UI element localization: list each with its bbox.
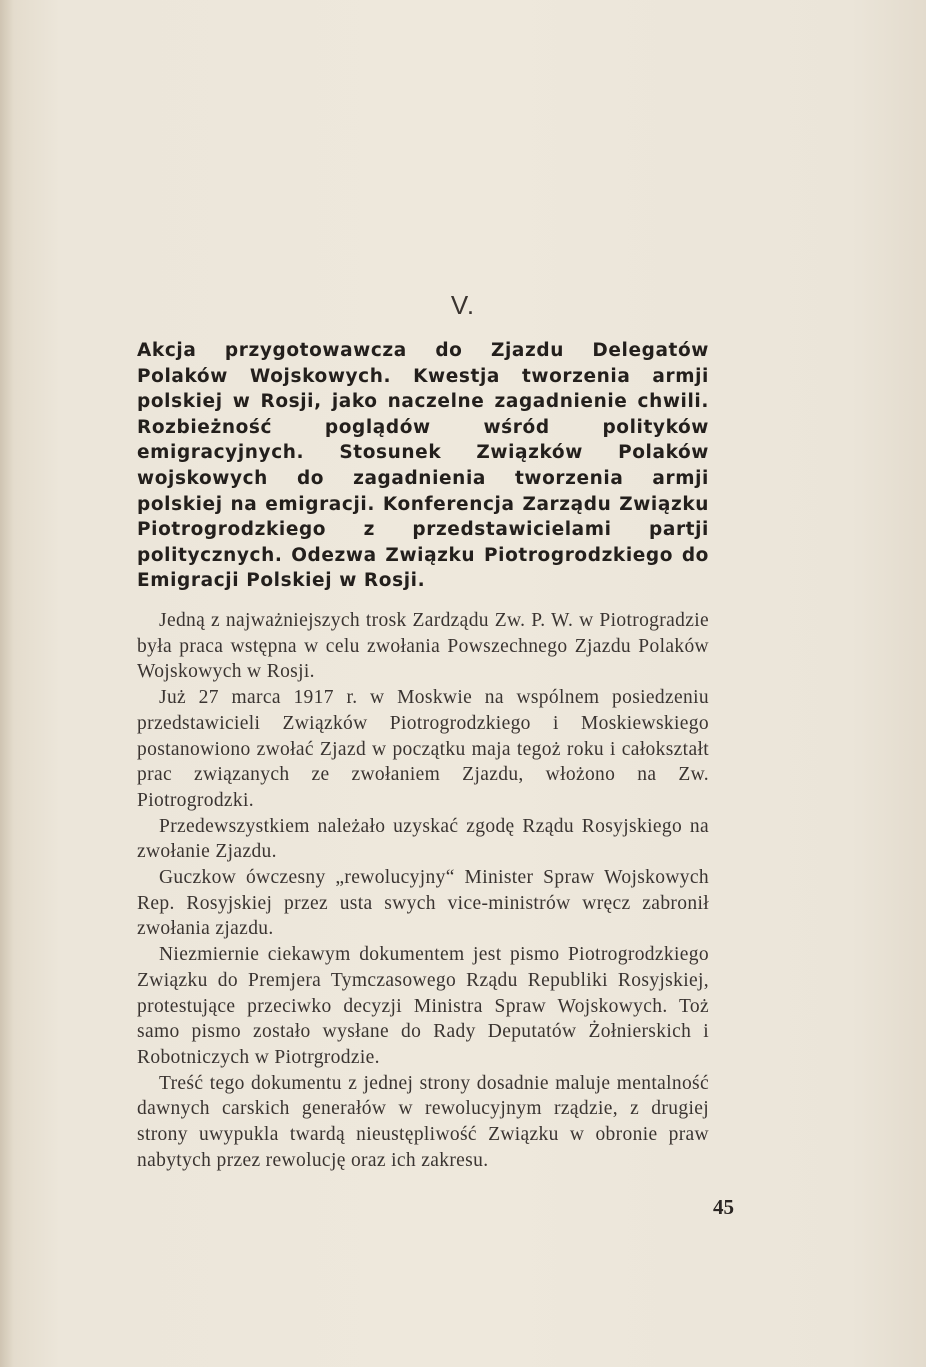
paragraph: Niezmiernie ciekawym dokumentem jest pismo Piotrogrodzkiego Związku do Premjera Tymczasowego Rządu Republiki Rosyjskiej, protestujące przeciwko decyzji Ministra Spraw Wojskowych. Toż samo pismo zostało wysłane do Rady Deputatów Żołnierskich i Robotniczych w Piotrgrodzie.	[137, 944, 709, 1068]
page-number: 45	[713, 1195, 734, 1219]
paragraph: Treść tego dokumentu z jednej strony dosadnie maluje mentalność dawnych carskich generałów w rewolucyjnym rządzie, z drugiej strony uwypukla twardą nieustępliwość Związku w obronie praw nabytych przez rewolucję oraz ich zakresu.	[137, 1072, 709, 1171]
chapter-numeral: V.	[450, 290, 476, 320]
paragraph: Jedną z najważniejszych trosk Zardządu Zw. P. W. w Piotrogradzie była praca wstępna w celu zwołania Powszechnego Zjazdu Polaków Wojskowych w Rosji.	[137, 610, 709, 683]
paragraph: Przedewszystkiem należało uzyskać zgodę Rządu Rosyjskiego na zwołanie Zjazdu.	[137, 815, 709, 863]
paragraph: Już 27 marca 1917 r. w Moskwie na wspólnem posiedzeniu przedstawicieli Związków Piotrogrodzkiego i Moskiewskiego postanowiono zwołać Zjazd w początku maja tegoż roku i całokształt prac związanych ze zwołaniem Zjazdu, włożono na Zw. Piotrogrodzki.	[137, 687, 709, 811]
body-text	[137, 608, 709, 1173]
paragraph: Guczkow ówczesny „rewolucyjny“ Minister Spraw Wojskowych Rep. Rosyjskiej przez usta swych vice-ministrów wręcz zabronił zwołania zjazdu.	[137, 867, 709, 940]
chapter-summary: Akcja przygotowawcza do Zjazdu Delegatów Polaków Wojskowych. Kwestja tworzenia armji polskiej w Rosji, jako naczelne zagadnienie chwili. Rozbieżność poglądów wśród polityków emigracyjnych. Stosunek Związków Polaków wojskowych do zagadnienia tworzenia armji polskiej na emigracji. Konferencja Zarządu Związku Piotrogrodzkiego z przedstawicielami partji politycznych. Odezwa Związku Piotrogrodzkiego do Emigracji Polskiej w Rosji.	[137, 340, 709, 592]
